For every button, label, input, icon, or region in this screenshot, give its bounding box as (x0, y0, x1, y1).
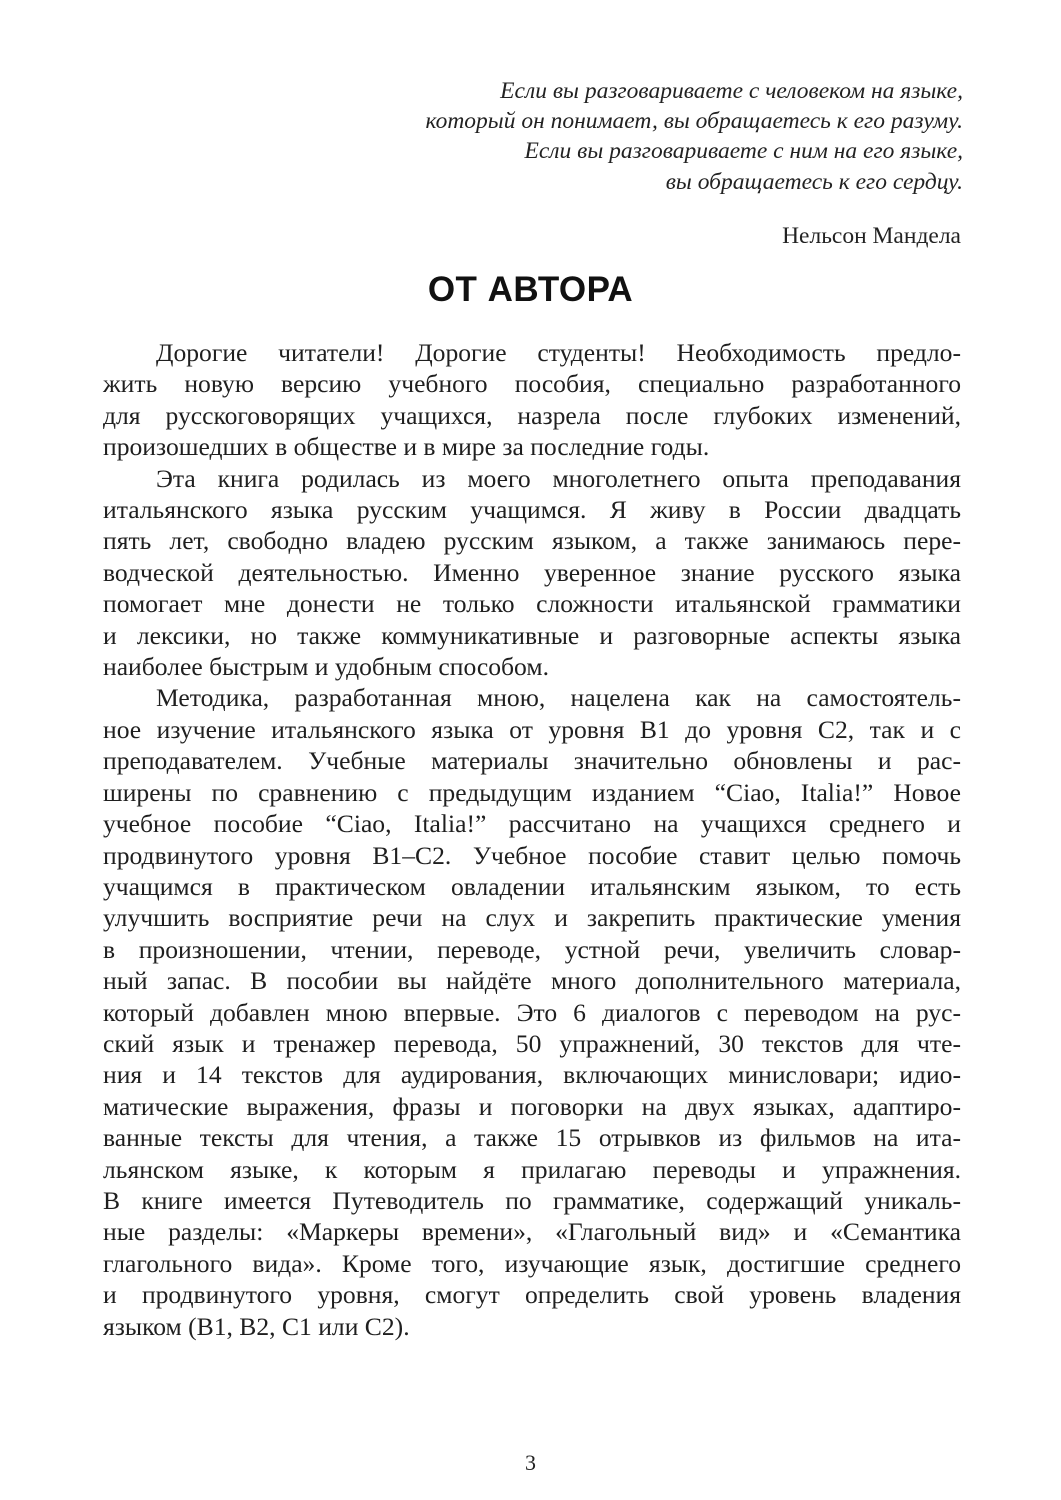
paragraph-1 (103, 337, 961, 463)
text-line: продвинутого уровня В1–С2. Учебное пособие ставит целью помочь (103, 840, 961, 870)
text-line: Методика, разработанная мною, нацелена как на самостоятель- (156, 683, 961, 713)
text-line: матические выражения, фразы и поговорки на двух языках, адаптиро- (103, 1091, 961, 1121)
text-line: льянском языке, к которым я прилагаю переводы и упражнения. (103, 1154, 961, 1184)
text-line: ский язык и тренажер перевода, 50 упражнений, 30 текстов для чте- (103, 1028, 961, 1058)
epigraph-line: вы обращаетесь к его сердцу. (665, 168, 963, 195)
text-line: улучшить восприятие речи на слух и закрепить практические умения (103, 903, 961, 933)
epigraph-author: Нельсон Мандела (782, 223, 961, 249)
text-line: Эта книга родилась из моего многолетнего опыта преподавания (156, 463, 961, 493)
text-line: преподавателем. Учебные материалы значительно обновлены и рас- (103, 746, 961, 776)
text-line: глагольного вида». Кроме того, изучающие язык, достигшие среднего (103, 1248, 961, 1278)
text-line: ния и 14 текстов для аудирования, включающих минисловари; идио- (103, 1060, 961, 1090)
text-line: для русскоговорящих учащихся, назрела после глубоких изменений, (103, 400, 961, 430)
text-line: в произношении, чтении, переводе, устной речи, увеличить словар- (103, 934, 961, 964)
text-line: водческой деятельностью. Именно уверенное знание русского языка (103, 557, 961, 587)
paragraph-3 (103, 682, 961, 1342)
text-line: ширены по сравнению с предыдущим изданием “Ciao, Italia!” Новое (103, 777, 961, 807)
text-line: пять лет, свободно владею русским языком, а также занимаюсь пере- (103, 526, 961, 556)
body-text (103, 337, 961, 1342)
paragraph-2 (103, 463, 961, 683)
text-line: жить новую версию учебного пособия, специально разработанного (103, 369, 961, 399)
text-line: В книге имеется Путеводитель по грамматике, содержащий уникаль- (103, 1185, 961, 1215)
text-line: Дорогие читатели! Дорогие студенты! Необходимость предло- (156, 338, 961, 367)
text-line: ванные тексты для чтения, а также 15 отрывков из фильмов на ита- (103, 1123, 961, 1153)
text-line: помогает мне донести не только сложности итальянской грамматики (103, 589, 961, 619)
epigraph-line: Если вы разговариваете с человеком на языке, (500, 78, 963, 104)
text-line: наиболее быстрым и удобным способом. (103, 652, 549, 682)
text-line: и продвинутого уровня, смогут определить свой уровень владения (103, 1280, 961, 1310)
text-line: ный запас. В пособии вы найдёте много дополнительного материала, (103, 966, 961, 996)
text-line: учащимся в практическом овладении итальянским языком, то есть (103, 871, 961, 901)
text-line: итальянского языка русским учащимся. Я живу в России двадцать (103, 495, 961, 525)
text-line: и лексики, но также коммуникативные и разговорные аспекты языка (103, 620, 961, 650)
text-line: ное изучение итальянского языка от уровня В1 до уровня С2, так и с (103, 714, 961, 744)
text-line: ные разделы: «Маркеры времени», «Глагольный вид» и «Семантика (103, 1217, 961, 1247)
epigraph-line: Если вы разговариваете с ним на его языке, (524, 138, 963, 165)
text-line: языком (В1, В2, С1 или С2). (103, 1311, 410, 1341)
epigraph-quote (323, 76, 963, 197)
text-line: произошедших в обществе и в мире за последние годы. (103, 432, 710, 462)
page-number: 3 (525, 1450, 536, 1475)
text-line: учебное пособие “Ciao, Italia!” рассчитано на учащихся среднего и (103, 809, 961, 839)
text-line: который добавлен мною впервые. Это 6 диалогов с переводом на рус- (103, 997, 961, 1027)
epigraph-line: который он понимает, вы обращаетесь к его разуму. (425, 108, 963, 135)
chapter-title: ОТ АВТОРА (427, 270, 634, 309)
